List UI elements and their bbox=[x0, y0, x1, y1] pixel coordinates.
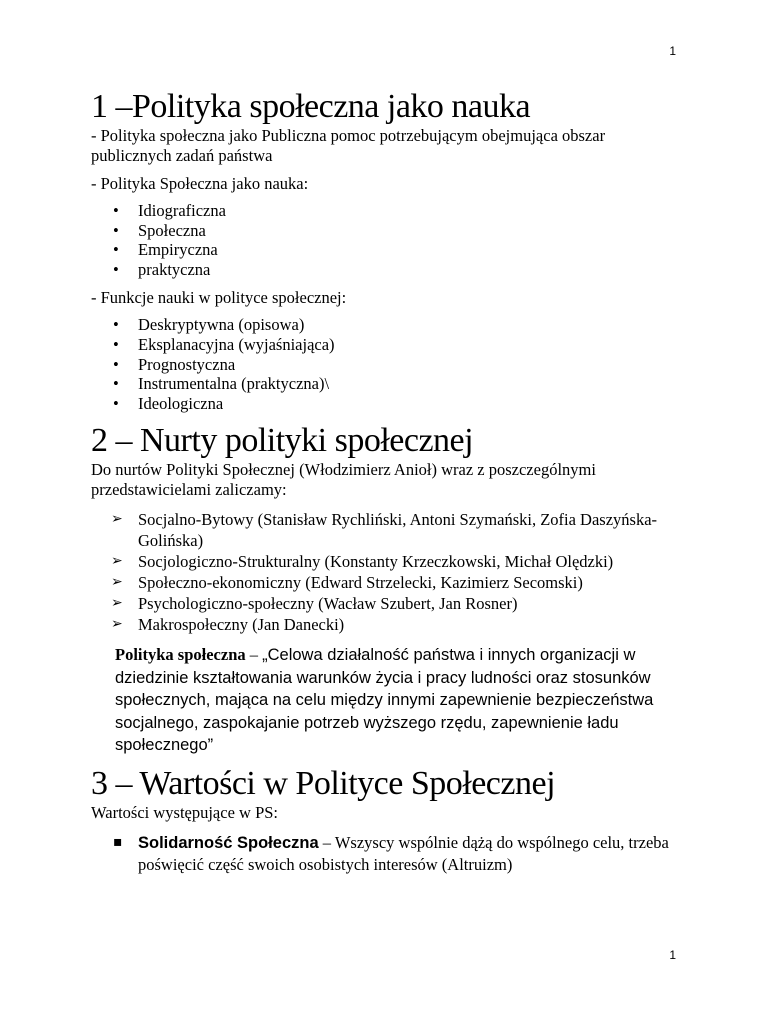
page-number-bottom: 1 bbox=[669, 948, 676, 962]
list-item: ➢ Psychologiczno-społeczny (Wacław Szubert, Jan Rosner) bbox=[91, 593, 681, 614]
list-item: ➢ Socjalno-Bytowy (Stanisław Rychliński, Antoni Szymański, Zofia Daszyńska-Golińska) bbox=[91, 509, 681, 551]
document-body bbox=[91, 88, 681, 875]
section-1-paragraph-2: - Polityka Społeczna jako nauka: bbox=[91, 174, 309, 193]
list-item: • Ideologiczna bbox=[91, 394, 681, 414]
list-item: • praktyczna bbox=[91, 260, 681, 280]
page-number-top: 1 bbox=[669, 44, 676, 58]
definition-dash: – bbox=[245, 645, 263, 665]
definition-text: „Celowa działalność państwa i innych organizacji w dziedzinie kształtowania warunków życia i pracy ludności oraz stosunków społecznych, mająca na celu między innymi zapewnienie bezpieczeństwa socjalnego, zaspokajanie potrzeb wyższego rzędu, zapewnienie ładu społecznego” bbox=[115, 646, 654, 755]
list-item: ➢ Społeczno-ekonomiczny (Edward Strzelecki, Kazimierz Secomski) bbox=[91, 572, 681, 593]
section-1-paragraph-3: - Funkcje nauki w polityce społecznej: bbox=[91, 288, 347, 308]
list-item: ➢ Makrospołeczny (Jan Danecki) bbox=[91, 614, 681, 635]
section-1-heading: 1 –Polityka społeczna jako nauka bbox=[91, 88, 531, 125]
list-item: • Empiryczna bbox=[91, 240, 681, 260]
section-2-intro: Do nurtów Polityki Społecznej (Włodzimierz Anioł) wraz z poszczególnymi przedstawicielami zaliczamy: bbox=[91, 460, 596, 500]
list-item: • Deskryptywna (opisowa) bbox=[91, 315, 681, 335]
section-3-heading: 3 – Wartości w Polityce Społecznej bbox=[91, 764, 556, 802]
list-item: • Społeczna bbox=[91, 221, 681, 241]
section-1-paragraph-1: - Polityka społeczna jako Publiczna pomoc potrzebującym obejmująca obszar publicznych zadań państwa bbox=[91, 126, 606, 165]
list-item: • Prognostyczna bbox=[91, 355, 681, 375]
list-item bbox=[91, 832, 681, 875]
list-item: • Instrumentalna (praktyczna)\ bbox=[91, 374, 681, 394]
science-functions-list bbox=[91, 315, 681, 413]
definition-term: Polityka społeczna bbox=[115, 645, 246, 665]
currents-list bbox=[91, 509, 681, 635]
science-features-list bbox=[91, 201, 681, 279]
list-item: • Idiograficzna bbox=[91, 201, 681, 221]
values-list bbox=[91, 832, 681, 875]
list-item: • Eksplanacyjna (wyjaśniająca) bbox=[91, 335, 681, 355]
list-item: ➢ Socjologiczno-Strukturalny (Konstanty Krzeczkowski, Michał Olędzki) bbox=[91, 551, 681, 572]
value-text: Wszyscy wspólnie dążą do wspólnego celu, trzeba poświęcić część swoich osobistych interesów (Altruizm) bbox=[138, 832, 669, 874]
section-3-intro: Wartości występujące w PS: bbox=[91, 802, 279, 822]
value-term: Solidarność Społeczna bbox=[138, 833, 319, 852]
value-dash: – bbox=[318, 832, 335, 852]
definition-block bbox=[115, 644, 681, 757]
section-2-heading: 2 – Nurty polityki społecznej bbox=[91, 422, 474, 460]
